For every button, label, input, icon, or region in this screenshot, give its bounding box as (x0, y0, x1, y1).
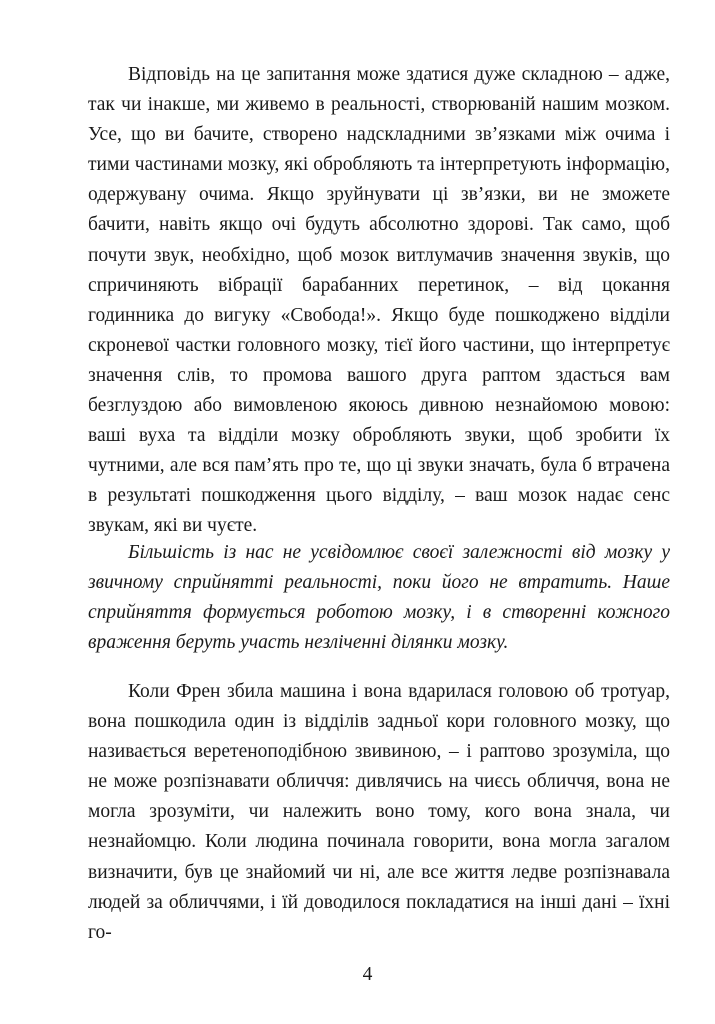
body-paragraph-2: Коли Френ збила машина і вона вдарилася головою об тротуар, вона пошкодила один із відділів задньої кори головного мозку, що називається веретеноподібною звивиною, – і раптово зрозуміла, що не може розпізнавати обличчя: дивлячись на чиєсь обличчя, вона не могла зрозуміти, чи належить воно тому, кого вона знала, чи незнайомцю. Коли людина починала говорити, вона могла загалом визначити, був це знайомий чи ні, але все життя ледве розпізнавала людей за обличчями, і їй доводилося покладатися на інші дані – їхні го- (88, 681, 670, 943)
body-paragraph-1: Відповідь на це запитання може здатися дуже складною – адже, так чи інакше, ми живемо в реальності, створюваній нашим мозком. Усе, що ви бачите, створено надскладними зв’язками між очима і тими частинами мозку, які обробляють та інтерпретують інформацію, одержувану очима. Якщо зруйнувати ці зв’язки, ви не зможете бачити, навіть якщо очі будуть абсолютно здорові. Так само, щоб почути звук, необхідно, щоб мозок витлумачив значення звуків, що спричиняють вібрації барабанних перетинок, – від цокання годинника до вигуку «Свобода!». Якщо буде пошкоджено відділи скроневої частки головного мозку, тієї його частини, що інтерпретує значення слів, то промова вашого друга раптом здасться вам безглуздою або вимовленою якоюсь дивною незнайомою мовою: ваші вуха та відділи мозку обробляють звуки, щоб зробити їх чутними, але вся пам’ять про те, що ці звуки значать, була б втрачена в результаті пошкодження цього відділу, – ваш мозок надає сенс звукам, які ви чуєте. (88, 64, 670, 537)
italic-highlight-paragraph: Більшість із нас не усвідомлює своєї залежності від мозку у звичному сприйнятті реальності, поки його не втратить. Наше сприйняття формується роботою мозку, і в створенні кожного враження беруть участь незліченні ділянки мозку. (88, 542, 670, 654)
page-number: 4 (362, 964, 373, 985)
